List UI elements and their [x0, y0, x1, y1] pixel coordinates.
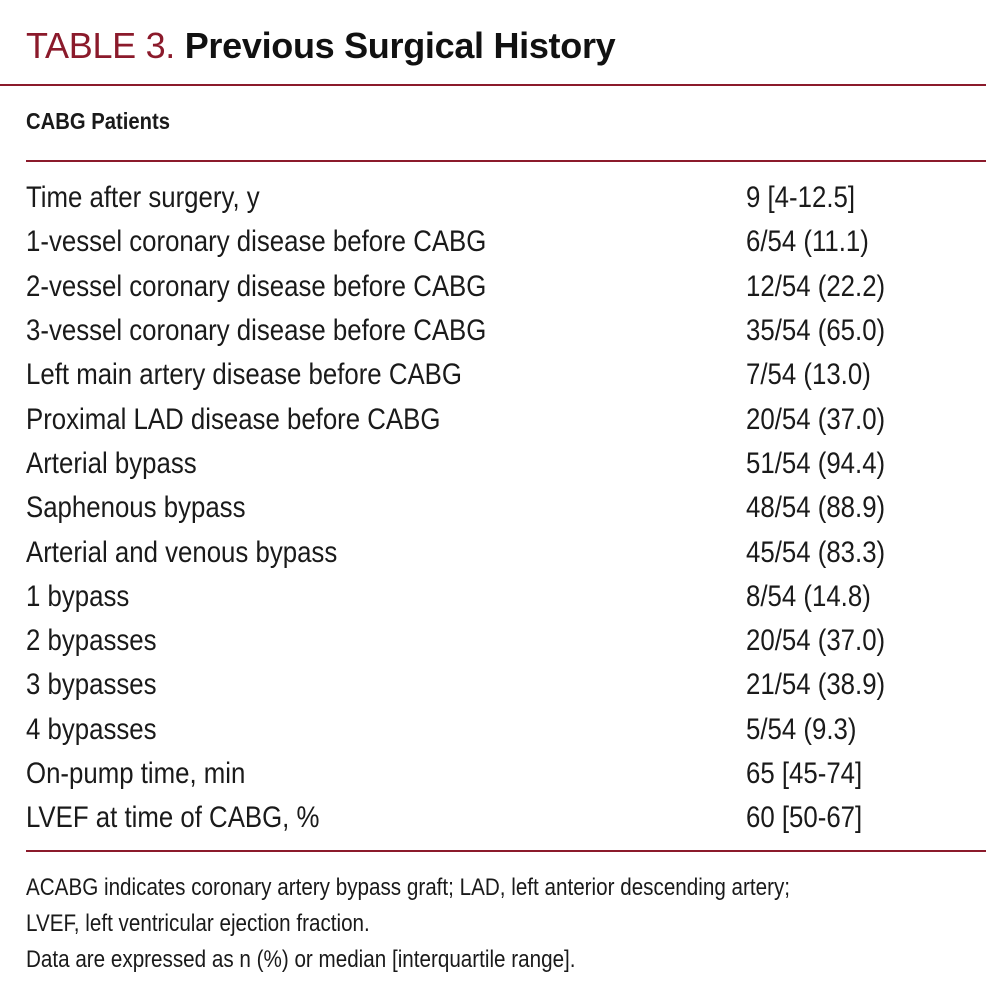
- row-value: 48/54 (88.9): [746, 491, 886, 525]
- footnote-abbreviations-cont: LVEF, left ventricular ejection fraction.: [26, 910, 370, 938]
- row-value: 51/54 (94.4): [746, 446, 886, 480]
- table-row: [26, 176, 986, 220]
- row-label: Left main artery disease before CABG: [26, 358, 462, 392]
- row-label: Proximal LAD disease before CABG: [26, 402, 441, 436]
- row-value: 65 [45-74]: [746, 757, 863, 790]
- row-value: 8/54 (14.8): [746, 579, 871, 613]
- table-title: [26, 22, 986, 70]
- table-row: [26, 796, 986, 840]
- table-row: [26, 442, 986, 486]
- table-row: [26, 220, 986, 264]
- table-row: [26, 708, 986, 752]
- row-value: 5/54 (9.3): [746, 712, 857, 746]
- table-row: [26, 353, 986, 397]
- table-row: [26, 663, 986, 707]
- table-row: [26, 265, 986, 309]
- row-value: 9 [4-12.5]: [746, 181, 856, 215]
- row-value: 60 [50-67]: [746, 801, 863, 835]
- row-value: 45/54 (83.3): [746, 535, 886, 569]
- data-table: [26, 176, 986, 840]
- row-value: 12/54 (22.2): [746, 269, 886, 303]
- row-label: Saphenous bypass: [26, 491, 246, 525]
- row-label: 1 bypass: [26, 579, 130, 613]
- row-value: 20/54 (37.0): [746, 624, 886, 658]
- table-row: [26, 530, 986, 574]
- row-label: 1-vessel coronary disease before CABG: [26, 225, 487, 259]
- table-row: [26, 575, 986, 619]
- table-number-label: TABLE 3.: [26, 25, 176, 66]
- footer-divider: [26, 850, 986, 852]
- table-row: [26, 397, 986, 441]
- table-row: [26, 486, 986, 530]
- row-label: 2-vessel coronary disease before CABG: [26, 269, 487, 303]
- row-label: 3 bypasses: [26, 668, 157, 702]
- row-label: Arterial bypass: [26, 446, 197, 480]
- footnote-data-format: Data are expressed as n (%) or median [interquartile range].: [26, 946, 576, 974]
- table-row: [26, 752, 986, 796]
- row-label: Time after surgery, y: [26, 181, 260, 215]
- header-divider: [26, 160, 986, 162]
- table-row: [26, 619, 986, 663]
- row-value: 6/54 (11.1): [746, 225, 869, 259]
- row-label: 4 bypasses: [26, 712, 157, 746]
- row-label: 3-vessel coronary disease before CABG: [26, 314, 487, 348]
- footnote-abbreviations: ACABG indicates coronary artery bypass graft; LAD, left anterior descending artery;: [26, 874, 791, 902]
- row-value: 7/54 (13.0): [746, 358, 871, 392]
- row-value: 35/54 (65.0): [746, 314, 886, 348]
- row-label: On-pump time, min: [26, 757, 246, 790]
- table-footnote: [26, 870, 986, 978]
- row-label: Arterial and venous bypass: [26, 535, 338, 569]
- row-value: 20/54 (37.0): [746, 402, 886, 436]
- table-subheading: CABG Patients: [26, 108, 170, 134]
- title-divider: [0, 84, 986, 86]
- row-label: 2 bypasses: [26, 624, 157, 658]
- row-label: LVEF at time of CABG, %: [26, 801, 320, 835]
- row-value: 21/54 (38.9): [746, 668, 886, 702]
- table-title-text: Previous Surgical History: [184, 25, 616, 66]
- table-row: [26, 309, 986, 353]
